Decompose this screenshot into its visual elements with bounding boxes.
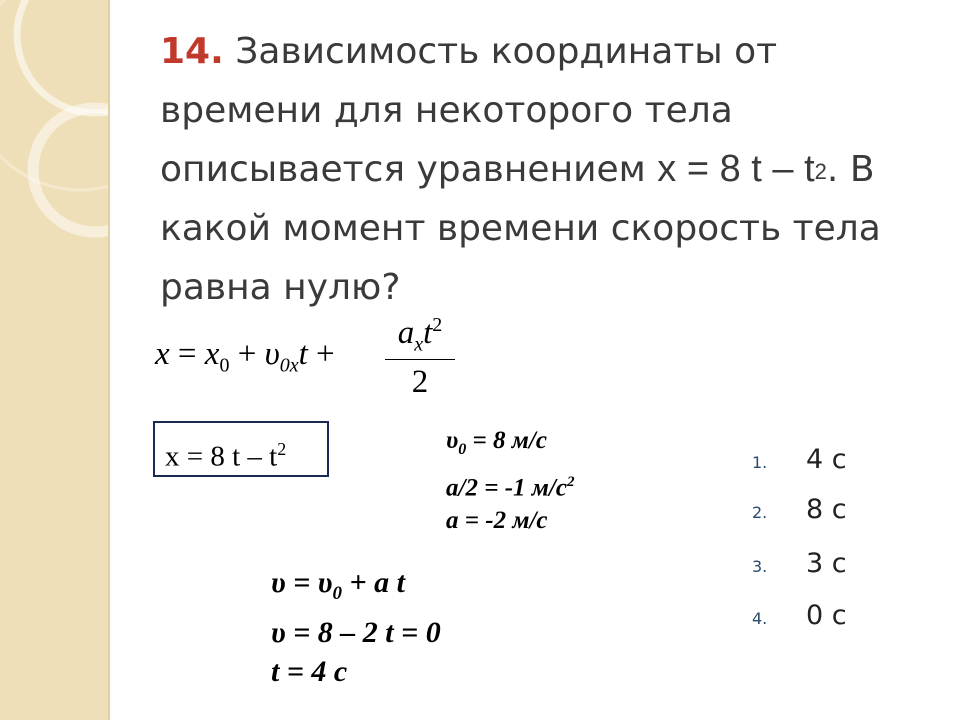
title-question: В какой момент времени скорость тела равна нулю? bbox=[160, 149, 881, 308]
slide-title: 14. Зависимость координаты от времени для некоторого тела описывается уравнением x = 8 t – $t^2$. В какой момент времени скорость тела равна нулю? bbox=[160, 31, 881, 308]
fraction-denominator: 2 bbox=[411, 363, 429, 400]
parameter-values bbox=[446, 424, 574, 537]
general-motion-formula: $x = x_0 + \upsilon_{0x}t$ + bbox=[155, 336, 335, 377]
answer-text: 0 с bbox=[806, 600, 847, 631]
sidebar-divider bbox=[108, 0, 110, 720]
velocity-calculation bbox=[271, 563, 441, 691]
time-result-line: t = 4 с bbox=[271, 655, 348, 688]
acceleration-line: a = -2 м/с bbox=[446, 507, 548, 535]
half-acceleration-line: a/2 = -1 $м/с^2$ bbox=[446, 474, 575, 502]
acceleration-fraction bbox=[385, 314, 455, 401]
answer-text: 4 с bbox=[806, 444, 847, 475]
answer-number: 2. bbox=[752, 503, 768, 522]
answer-option[interactable] bbox=[752, 494, 847, 525]
answer-text: 8 с bbox=[806, 494, 847, 525]
answer-option[interactable] bbox=[752, 548, 847, 579]
decorative-rings bbox=[0, 0, 108, 720]
boxed-equation: x = 8 t – $t^2$ bbox=[153, 421, 329, 477]
title-text: Зависимость координаты от времени для некоторого тела описывается уравнением bbox=[160, 31, 778, 190]
title-equation: x = 8 t – $t^2$ bbox=[657, 148, 827, 190]
answer-option[interactable] bbox=[752, 600, 847, 631]
answer-number: 4. bbox=[752, 609, 768, 628]
velocity-zero-line: υ = 8 – 2 t = 0 bbox=[271, 616, 441, 649]
answer-option[interactable] bbox=[752, 444, 847, 475]
initial-velocity-line: $\upsilon_0 = 8$ м/с bbox=[446, 427, 547, 458]
velocity-formula-line: $\upsilon = \upsilon_0 + a$ t bbox=[271, 566, 405, 604]
answer-number: 1. bbox=[752, 453, 768, 472]
decorative-sidebar bbox=[0, 0, 108, 720]
fraction-numerator: $a_xt^2$ bbox=[385, 314, 455, 360]
answer-text: 3 с bbox=[806, 548, 847, 579]
answer-number: 3. bbox=[752, 557, 768, 576]
question-number: 14. bbox=[160, 31, 224, 72]
